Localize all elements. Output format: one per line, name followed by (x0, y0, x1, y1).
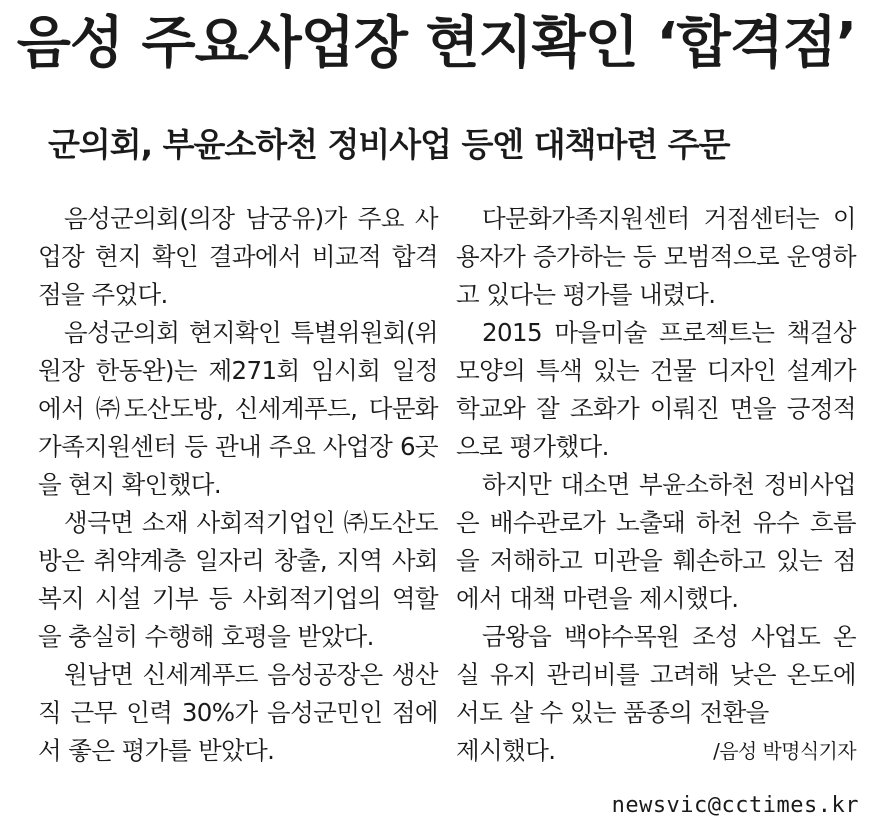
article-last-line: 제시했다. (456, 736, 556, 765)
reporter-email: newsvic@cctimes.kr (611, 793, 859, 818)
article-paragraph: 다문화가족지원센터 거점센터는 이용자가 증가하는 등 모범적으로 운영하고 있다는 평가를 내렸다. (456, 204, 856, 309)
article-paragraph: 생극면 소재 사회적기업인 ㈜도산도방은 취약계층 일자리 창출, 지역 사회복지 시설 기부 등 사회적기업의 역할을 충실히 수행해 호평을 받았다. (38, 508, 438, 651)
article-column-right (456, 200, 856, 770)
article-paragraph: 2015 마을미술 프로젝트는 책걸상 모양의 특색 있는 건물 디자인 설계가 학교와 잘 조화가 이뤄진 면을 긍정적으로 평가했다. (456, 318, 856, 461)
article-paragraph: 음성군의회 현지확인 특별위원회(위원장 한동완)는 제271회 임시회 일정에서 ㈜도산도방, 신세계푸드, 다문화가족지원센터 등 관내 주요 사업장 6곳을 현지 확인했다. (38, 318, 438, 499)
article-subheadline: 군의회, 부윤소하천 정비사업 등엔 대책마련 주문 (48, 125, 730, 164)
reporter-byline: /음성 박명식기자 (713, 739, 856, 763)
byline-row (456, 732, 856, 770)
article-paragraph: 원남면 신세계푸드 음성공장은 생산직 근무 인력 30%가 음성군민인 점에서 좋은 평가를 받았다. (38, 660, 438, 765)
article-paragraph: 음성군의회(의장 남궁유)가 주요 사업장 현지 확인 결과에서 비교적 합격점을 주었다. (38, 204, 438, 309)
article-headline: 음성 주요사업장 현지확인 ‘합격점’ (16, 11, 857, 76)
article-paragraph: 하지만 대소면 부윤소하천 정비사업은 배수관로가 노출돼 하천 유수 흐름을 저해하고 미관을 훼손하고 있는 점에서 대책 마련을 제시했다. (456, 470, 856, 613)
article-paragraph: 금왕읍 백야수목원 조성 사업도 온실 유지 관리비를 고려해 낮은 온도에서도 살 수 있는 품종의 전환을 (456, 622, 856, 727)
article-column-left (38, 200, 438, 770)
